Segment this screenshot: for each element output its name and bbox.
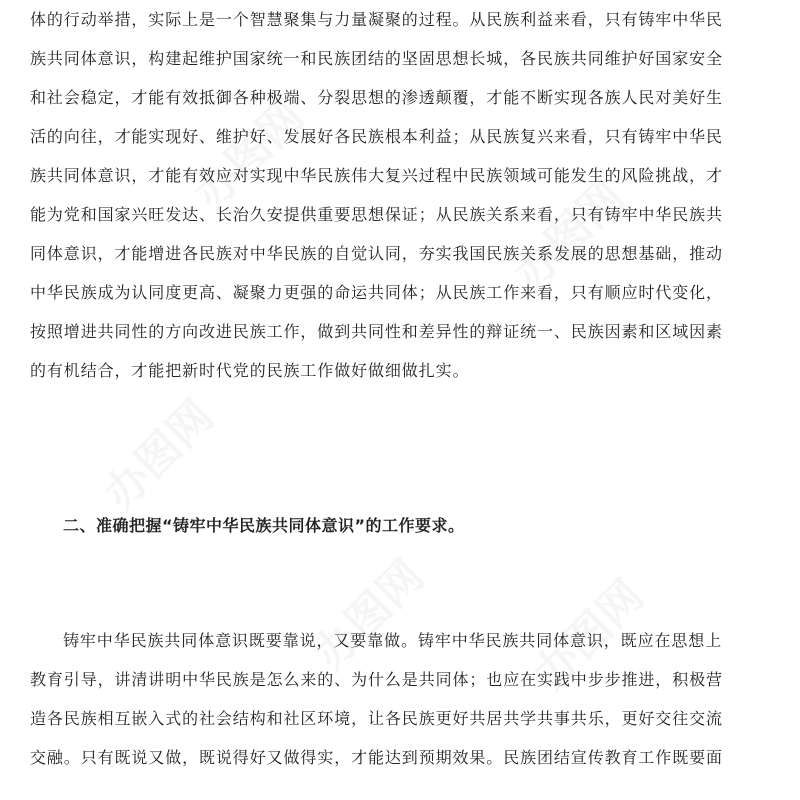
paragraph-line: 族共同体意识，才能有效应对实现中华民族伟大复兴过程中民族领域可能发生的风险挑战，才 <box>30 166 723 185</box>
paragraph-line: 活的向往，才能实现好、维护好、发展好各民族根本利益；从民族复兴来看，只有铸牢中华民 <box>30 127 723 146</box>
paragraph-line: 中华民族成为认同度更高、凝聚力更强的命运共同体；从民族工作来看，只有顺应时代变化， <box>30 283 723 302</box>
watermark-text: 办图网 <box>184 90 314 220</box>
paragraph-line: 同体意识，才能增进各民族对中华民族的自觉认同，夯实我国民族关系发展的思想基础，推动 <box>30 244 723 263</box>
watermark-text: 办图网 <box>524 570 654 700</box>
paragraph-line: 族共同体意识，构建起维护国家统一和民族团结的坚固思想长城，各民族共同维护好国家安全 <box>30 49 723 68</box>
section-heading: 二、准确把握“铸牢中华民族共同体意识”的工作要求。 <box>63 516 465 535</box>
paragraph-line: 铸牢中华民族共同体意识既要靠说，又要靠做。铸牢中华民族共同体意识，既应在思想上 <box>63 631 723 650</box>
paragraph-line: 能为党和国家兴旺发达、长治久安提供重要思想保证；从民族关系来看，只有铸牢中华民族共 <box>30 205 723 224</box>
paragraph-line: 和社会稳定，才能有效抵御各种极端、分裂思想的渗透颠覆，才能不断实现各族人民对美好生 <box>30 88 723 107</box>
paragraph-2 <box>30 621 775 777</box>
paragraph-1 <box>30 0 775 390</box>
paragraph-line: 造各民族相互嵌入式的社会结构和社区环境，让各民族更好共居共学共事共乐，更好交往交流 <box>30 709 723 728</box>
paragraph-line: 体的行动举措，实际上是一个智慧聚集与力量凝聚的过程。从民族利益来看，只有铸牢中华民 <box>30 10 723 29</box>
paragraph-line: 的有机结合，才能把新时代党的民族工作做好做细做扎实。 <box>30 361 470 380</box>
watermark-text: 办图网 <box>94 390 224 520</box>
paragraph-line: 交融。只有既说又做，既说得好又做得实，才能达到预期效果。民族团结宣传教育工作既要面 <box>30 748 723 767</box>
watermark-text: 办图网 <box>304 550 434 680</box>
paragraph-line: 按照增进共同性的方向改进民族工作，做到共同性和差异性的辩证统一、民族因素和区域因素 <box>30 322 723 341</box>
watermark-text: 办图网 <box>504 170 634 300</box>
paragraph-line: 教育引导，讲清讲明中华民族是怎么来的、为什么是共同体；也应在实践中步步推进，积极营 <box>30 670 723 689</box>
